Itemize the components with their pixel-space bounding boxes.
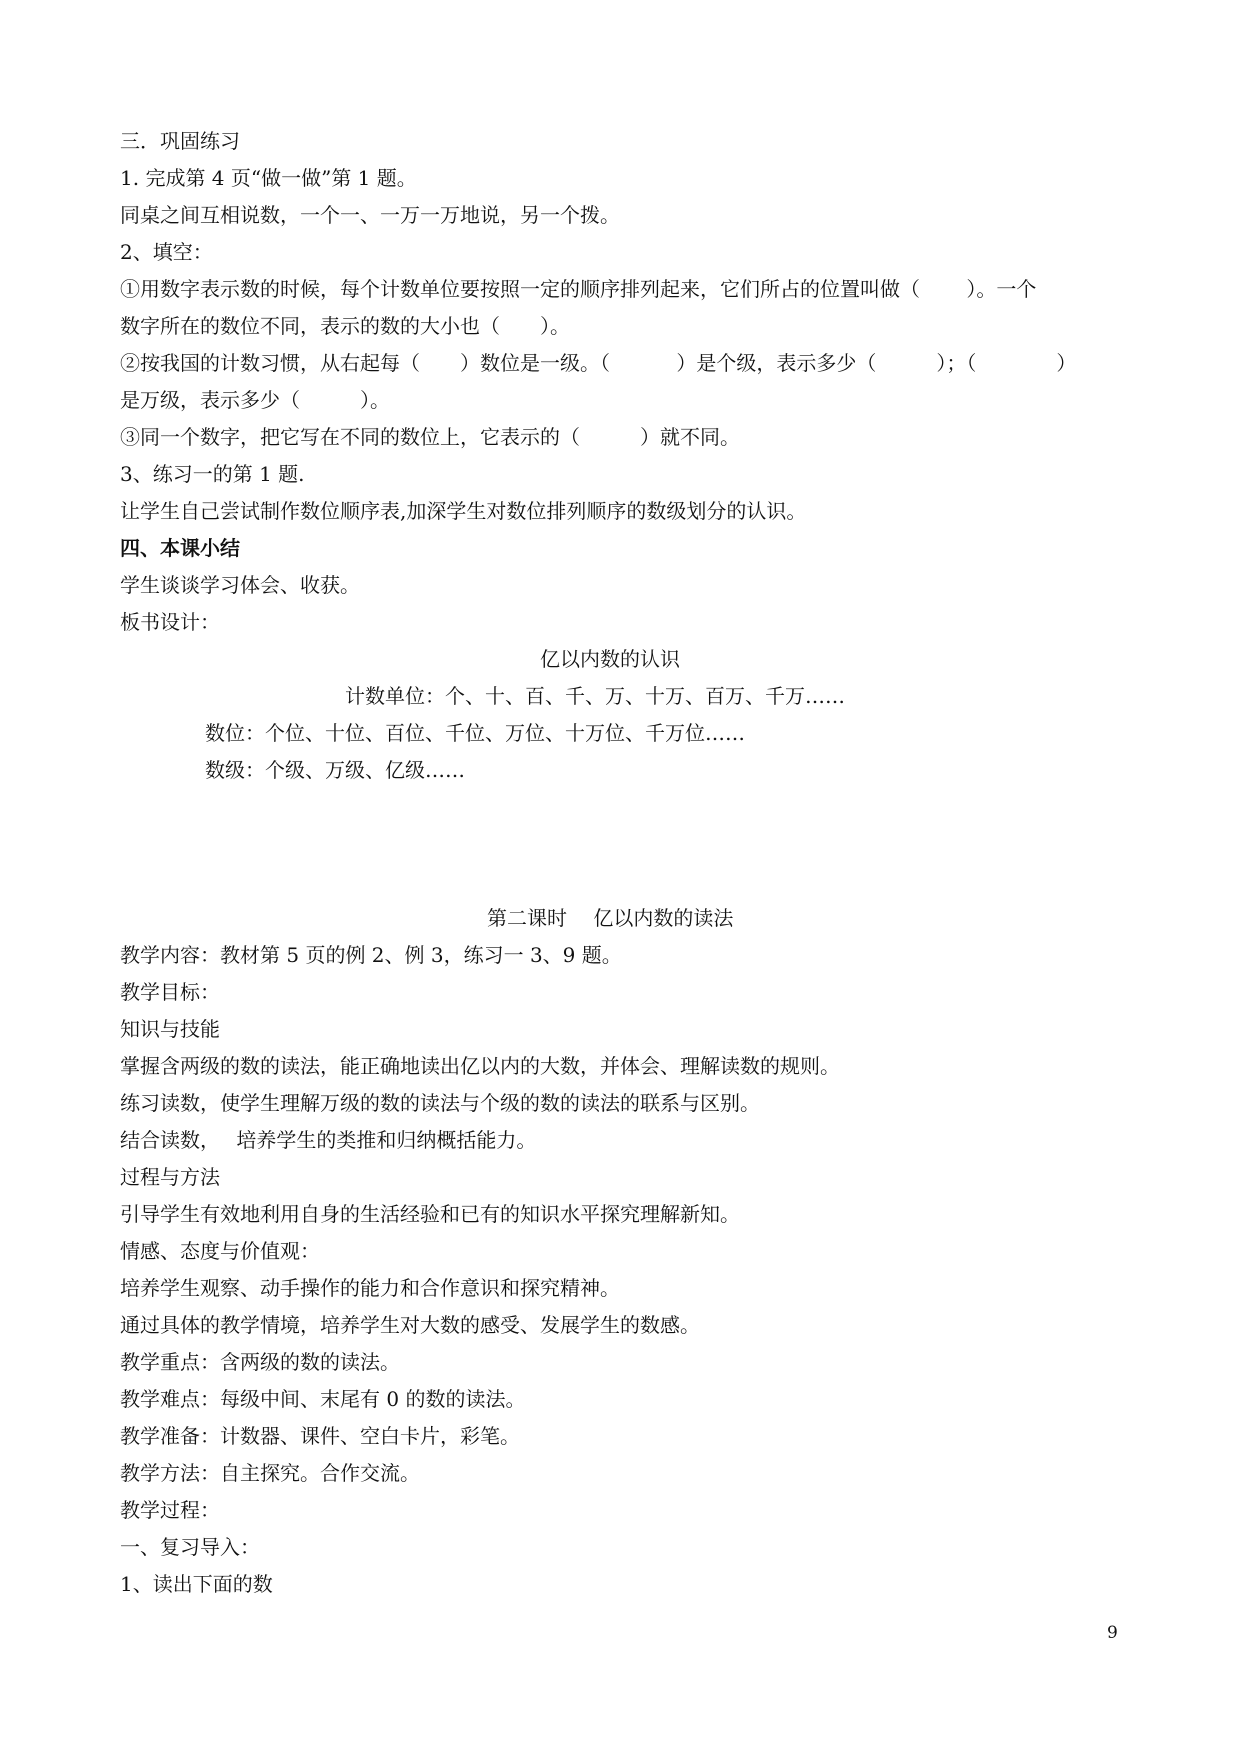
text-line: ②按我国的计数习惯，从右起每（ ）数位是一级。（ ）是个级，表示多少（ ）；（ ）	[120, 351, 1077, 375]
text-line: 教学重点：含两级的数的读法。	[120, 1350, 400, 1374]
text-line: 1、读出下面的数	[120, 1572, 273, 1596]
text-line: 数字所在的数位不同，表示的数的大小也（ ）。	[120, 314, 570, 338]
text-line: 通过具体的教学情境，培养学生对大数的感受、发展学生的数感。	[120, 1313, 700, 1337]
text-line: 2、填空：	[120, 240, 213, 264]
section-heading-practice: 三．巩固练习	[120, 129, 240, 153]
text-line: 1. 完成第 4 页“做一做”第 1 题。	[120, 166, 417, 190]
board-line-places: 数位：个位、十位、百位、千位、万位、十万位、千万位……	[205, 721, 745, 745]
board-title: 亿以内数的认识	[540, 647, 680, 671]
text-line: 同桌之间互相说数，一个一、一万一万地说，另一个拨。	[120, 203, 620, 227]
text-line: 板书设计：	[120, 610, 220, 634]
text-line: 教学目标：	[120, 980, 220, 1004]
text-line: 练习读数，使学生理解万级的数的读法与个级的数的读法的联系与区别。	[120, 1091, 760, 1115]
text-line: 教学方法：自主探究。合作交流。	[120, 1461, 420, 1485]
text-line: 让学生自己尝试制作数位顺序表,加深学生对数位排列顺序的数级划分的认识。	[120, 499, 807, 523]
text-line: 知识与技能	[120, 1017, 220, 1041]
text-line: ③同一个数字，把它写在不同的数位上，它表示的（ ）就不同。	[120, 425, 740, 449]
text-line: 结合读数， 培养学生的类推和归纳概括能力。	[120, 1128, 537, 1152]
text-line: 教学准备：计数器、课件、空白卡片，彩笔。	[120, 1424, 520, 1448]
section-heading-summary: 四、本课小结	[120, 536, 240, 560]
text-line: 一、复习导入：	[120, 1535, 260, 1559]
text-line: 教学过程：	[120, 1498, 220, 1522]
board-line-units: 计数单位：个、十、百、千、万、十万、百万、千万……	[345, 684, 845, 708]
lesson-title: 第二课时 亿以内数的读法	[487, 906, 734, 930]
text-line: ①用数字表示数的时候，每个计数单位要按照一定的顺序排列起来，它们所占的位置叫做（ ）。一个	[120, 277, 1037, 301]
text-line: 3、练习一的第 1 题.	[120, 462, 305, 486]
text-line: 情感、态度与价值观：	[120, 1239, 320, 1263]
page-number: 9	[1107, 1623, 1118, 1643]
text-line: 掌握含两级的数的读法，能正确地读出亿以内的大数，并体会、理解读数的规则。	[120, 1054, 840, 1078]
text-line: 引导学生有效地利用自身的生活经验和已有的知识水平探究理解新知。	[120, 1202, 740, 1226]
text-line: 学生谈谈学习体会、收获。	[120, 573, 360, 597]
text-line: 教学内容：教材第 5 页的例 2、例 3，练习一 3、9 题。	[120, 943, 622, 967]
text-line: 培养学生观察、动手操作的能力和合作意识和探究精神。	[120, 1276, 620, 1300]
text-line: 教学难点：每级中间、末尾有 0 的数的读法。	[120, 1387, 526, 1411]
text-line: 是万级，表示多少（ ）。	[120, 388, 390, 412]
text-line: 过程与方法	[120, 1165, 220, 1189]
board-line-levels: 数级：个级、万级、亿级……	[205, 758, 465, 782]
